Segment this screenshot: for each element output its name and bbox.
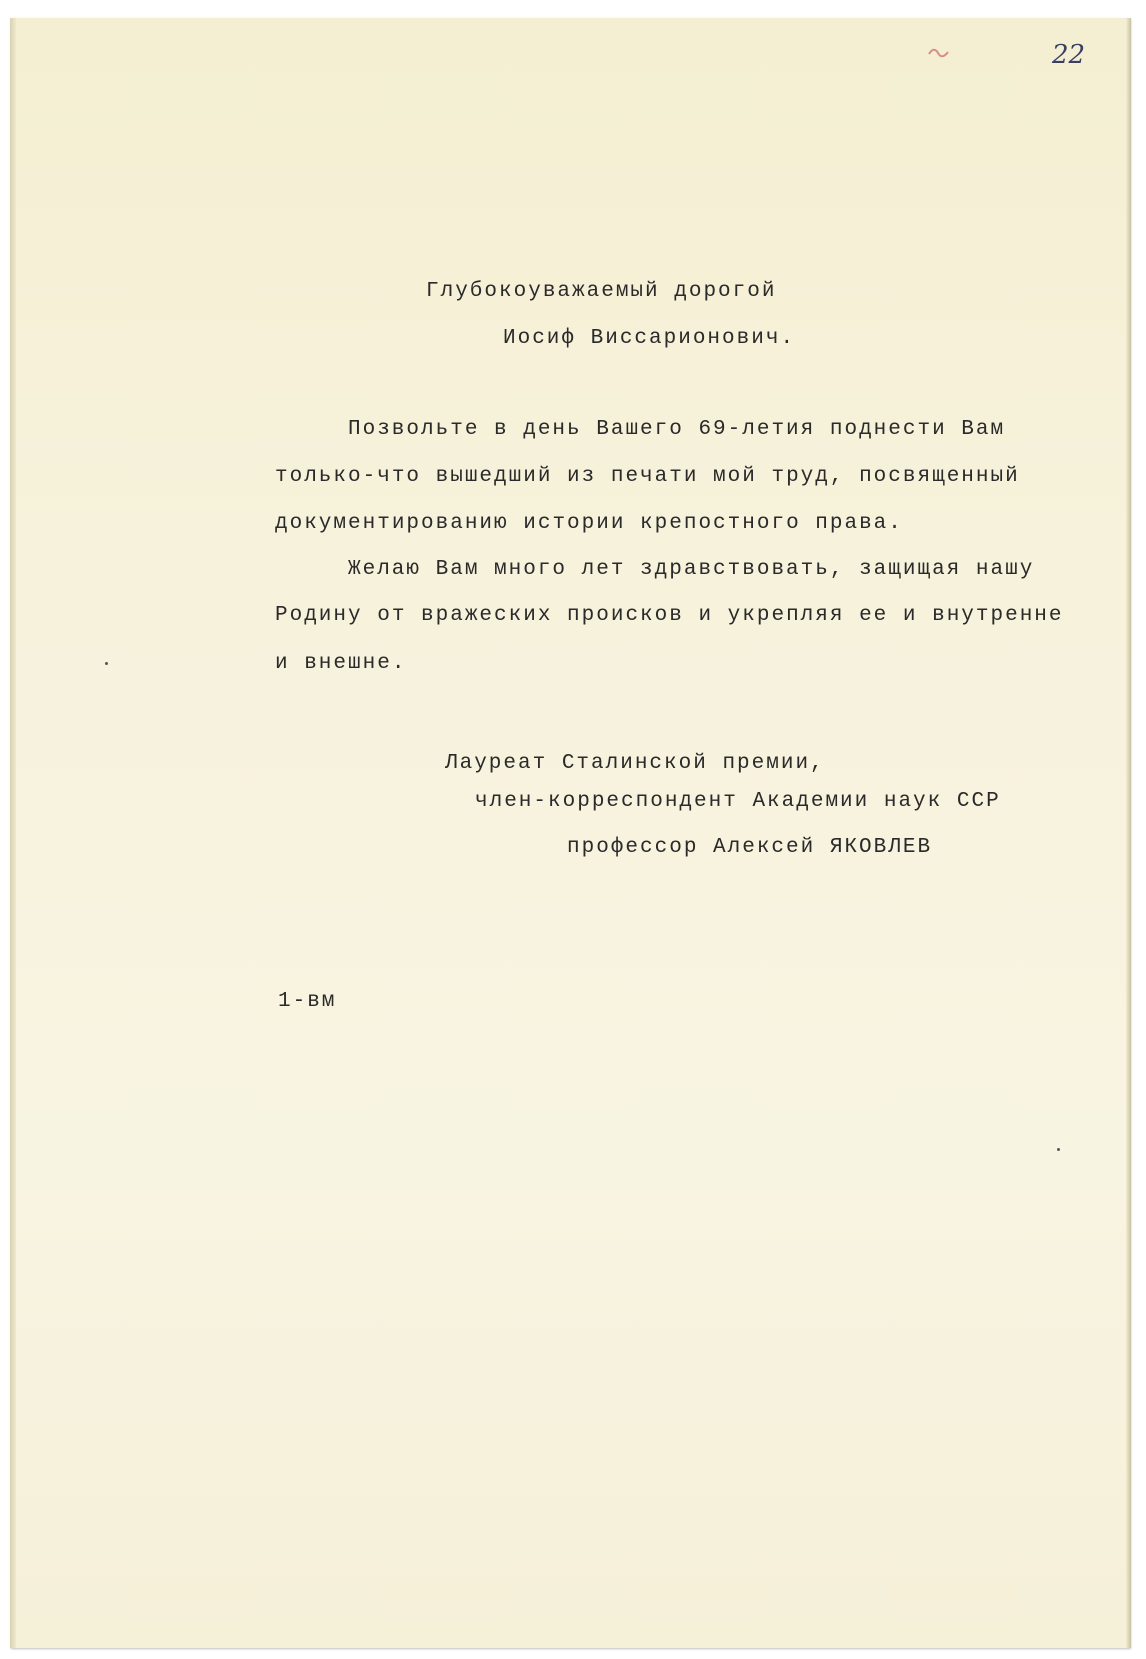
signature-line-3: профессор Алексей ЯКОВЛЕВ	[567, 836, 933, 859]
body-line-1: Позвольте в день Вашего 69-летия поднести Вам	[348, 418, 1006, 441]
paper-right-edge	[1126, 18, 1131, 1648]
body-line-2: только-что вышедший из печати мой труд, посвященный	[275, 465, 1020, 488]
paper-speck	[105, 662, 108, 665]
body-line-4: Желаю Вам много лет здравствовать, защищая нашу	[348, 558, 1035, 581]
salutation-line-2: Иосиф Виссарионович.	[503, 327, 796, 350]
red-archive-mark	[926, 44, 952, 60]
body-line-3: документированию истории крепостного права.	[275, 512, 903, 535]
handwritten-page-number: 22	[1052, 40, 1086, 70]
body-line-5: Родину от вражеских происков и укрепляя ее и внутренне	[275, 604, 1064, 627]
signature-line-1: Лауреат Сталинской премии,	[445, 752, 825, 775]
paper-speck	[1057, 1148, 1060, 1151]
reference-mark: 1-вм	[278, 990, 337, 1013]
paper-sheet	[10, 18, 1130, 1648]
body-line-6: и внешне.	[275, 652, 407, 675]
paper-left-edge	[10, 18, 16, 1648]
salutation-line-1: Глубокоуважаемый дорогой	[426, 280, 777, 303]
signature-line-2: член-корреспондент Академии наук ССР	[475, 790, 1001, 813]
